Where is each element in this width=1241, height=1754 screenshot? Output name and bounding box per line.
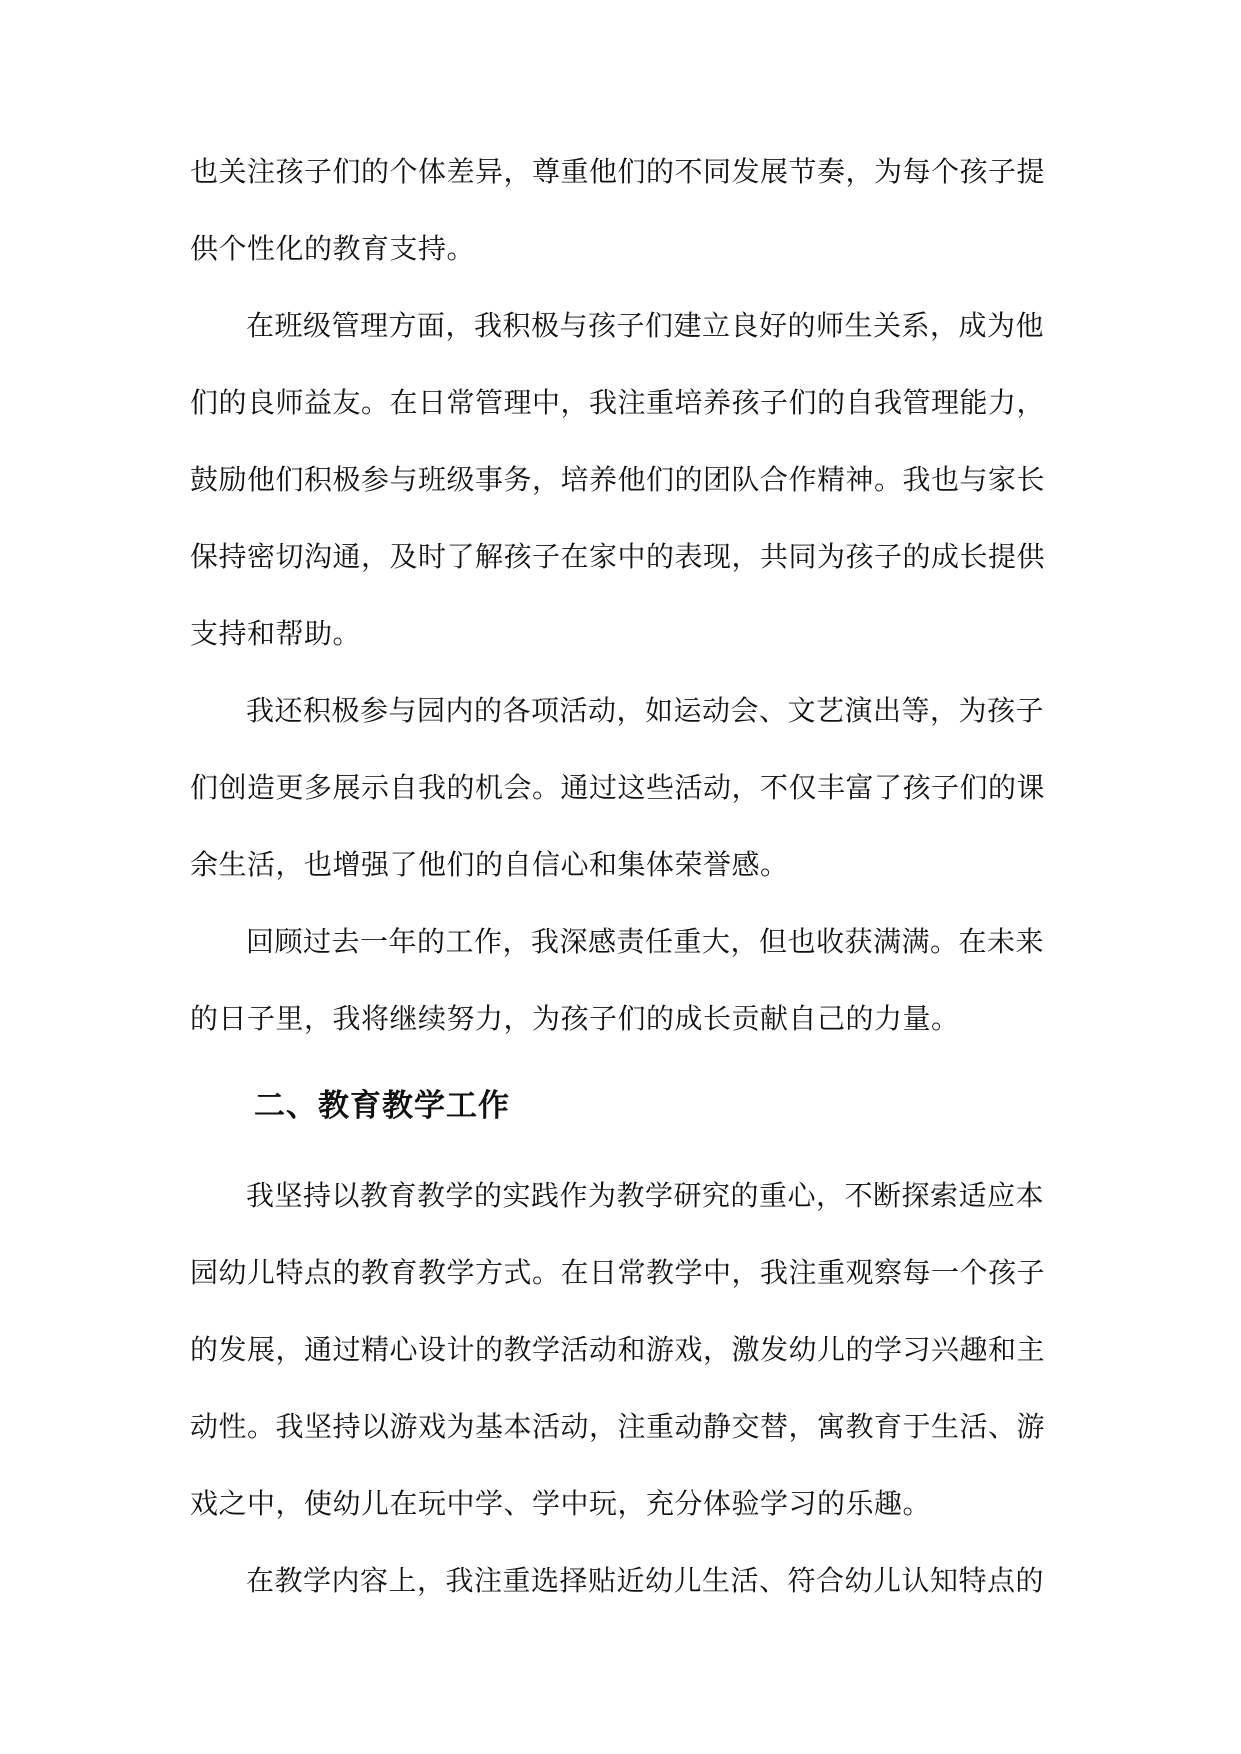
paragraph-line: 们创造更多展示自我的机会。通过这些活动，不仅丰富了孩子们的课 xyxy=(190,771,1046,804)
paragraph-line: 们的良师益友。在日常管理中，我注重培养孩子们的自我管理能力， xyxy=(190,386,1046,419)
paragraph-line: 供个性化的教育支持。 xyxy=(190,232,476,265)
paragraph-line: 鼓励他们积极参与班级事务，培养他们的团队合作精神。我也与家长 xyxy=(190,463,1046,496)
paragraph-line: 也关注孩子们的个体差异，尊重他们的不同发展节奏，为每个孩子提 xyxy=(190,155,1046,188)
paragraph-line: 保持密切沟通，及时了解孩子在家中的表现，共同为孩子的成长提供 xyxy=(190,540,1046,573)
paragraph-line: 在教学内容上，我注重选择贴近幼儿生活、符合幼儿认知特点的 xyxy=(246,1564,1045,1597)
paragraph-line: 的发展，通过精心设计的教学活动和游戏，激发幼儿的学习兴趣和主 xyxy=(190,1333,1046,1366)
paragraph-line: 我坚持以教育教学的实践作为教学研究的重心，不断探索适应本 xyxy=(246,1179,1045,1212)
paragraph-line: 我还积极参与园内的各项活动，如运动会、文艺演出等，为孩子 xyxy=(246,694,1045,727)
paragraph-line: 戏之中，使幼儿在玩中学、学中玩，充分体验学习的乐趣。 xyxy=(190,1487,932,1520)
paragraph-line: 园幼儿特点的教育教学方式。在日常教学中，我注重观察每一个孩子 xyxy=(190,1256,1046,1289)
paragraph-line: 动性。我坚持以游戏为基本活动，注重动静交替，寓教育于生活、游 xyxy=(190,1410,1046,1443)
paragraph-line: 回顾过去一年的工作，我深感责任重大，但也收获满满。在未来 xyxy=(246,925,1045,958)
paragraph-line: 余生活，也增强了他们的自信心和集体荣誉感。 xyxy=(190,848,789,881)
paragraph-line: 的日子里，我将继续努力，为孩子们的成长贡献自己的力量。 xyxy=(190,1002,960,1035)
paragraph-line: 支持和帮助。 xyxy=(190,617,362,650)
paragraph-line: 在班级管理方面，我积极与孩子们建立良好的师生关系，成为他 xyxy=(246,309,1045,342)
section-heading: 二、教育教学工作 xyxy=(254,1088,510,1124)
